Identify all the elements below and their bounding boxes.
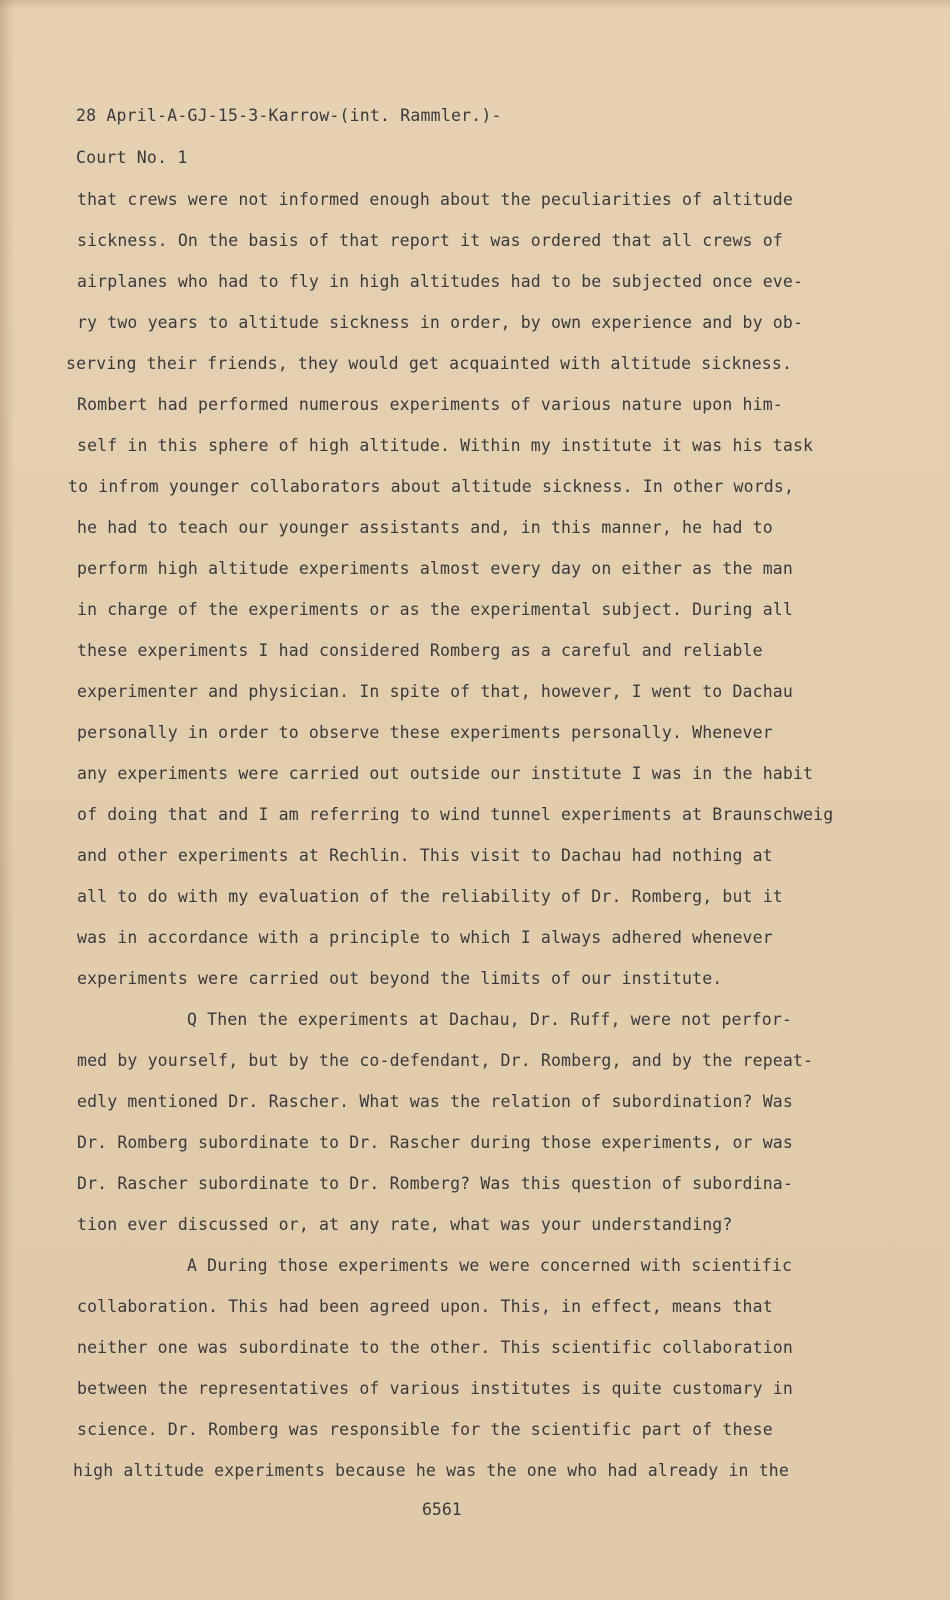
text-line: tion ever discussed or, at any rate, what was your understanding? <box>77 1215 733 1234</box>
text-line: all to do with my evaluation of the reliability of Dr. Romberg, but it <box>77 887 783 906</box>
text-line: to infrom younger collaborators about altitude sickness. In other words, <box>68 477 795 496</box>
text-line: airplanes who had to fly in high altitudes had to be subjected once eve- <box>77 272 804 291</box>
page-top-shadow <box>0 0 950 10</box>
text-line: personally in order to observe these experiments personally. Whenever <box>77 723 773 742</box>
text-line: experimenter and physician. In spite of that, however, I went to Dachau <box>77 682 793 701</box>
text-line: of doing that and I am referring to wind tunnel experiments at Braunschweig <box>77 805 834 824</box>
text-line: self in this sphere of high altitude. Within my institute it was his task <box>77 436 814 455</box>
text-line: between the representatives of various institutes is quite customary in <box>77 1379 793 1398</box>
answer-line: A During those experiments we were concerned with scientific <box>187 1256 793 1275</box>
text-line: in charge of the experiments or as the experimental subject. During all <box>77 600 793 619</box>
text-line: edly mentioned Dr. Rascher. What was the relation of subordination? Was <box>77 1092 793 1111</box>
text-line: these experiments I had considered Romberg as a careful and reliable <box>77 641 763 660</box>
text-line: and other experiments at Rechlin. This visit to Dachau had nothing at <box>77 846 773 865</box>
question-line: Q Then the experiments at Dachau, Dr. Ruff, were not perfor- <box>187 1010 793 1029</box>
text-line: neither one was subordinate to the other. This scientific collaboration <box>77 1338 793 1357</box>
text-line: med by yourself, but by the co-defendant, Dr. Romberg, and by the repeat- <box>77 1051 814 1070</box>
text-line: science. Dr. Romberg was responsible for the scientific part of these <box>77 1420 773 1439</box>
text-line: serving their friends, they would get acquainted with altitude sickness. <box>66 354 793 373</box>
text-line: perform high altitude experiments almost every day on either as the man <box>77 559 793 578</box>
text-line: Dr. Rascher subordinate to Dr. Romberg? Was this question of subordina- <box>77 1174 793 1193</box>
text-line: Rombert had performed numerous experiments of various nature upon him- <box>77 395 783 414</box>
text-line: any experiments were carried out outside our institute I was in the habit <box>77 764 814 783</box>
text-line: sickness. On the basis of that report it was ordered that all crews of <box>77 231 783 250</box>
text-line: he had to teach our younger assistants and, in this manner, he had to <box>77 518 773 537</box>
court-label: Court No. 1 <box>76 148 188 167</box>
page-edge-shadow <box>0 0 14 1600</box>
document-header: 28 April-A-GJ-15-3-Karrow-(int. Rammler.)- <box>76 106 502 125</box>
text-line: collaboration. This had been agreed upon. This, in effect, means that <box>77 1297 773 1316</box>
text-line: that crews were not informed enough about the peculiarities of altitude <box>77 190 793 209</box>
text-line: high altitude experiments because he was the one who had already in the <box>73 1461 789 1480</box>
text-line: ry two years to altitude sickness in order, by own experience and by ob- <box>77 313 804 332</box>
text-line: was in accordance with a principle to which I always adhered whenever <box>77 928 773 947</box>
text-line: experiments were carried out beyond the limits of our institute. <box>77 969 723 988</box>
page-number: 6561 <box>422 1500 462 1519</box>
text-line: Dr. Romberg subordinate to Dr. Rascher during those experiments, or was <box>77 1133 793 1152</box>
